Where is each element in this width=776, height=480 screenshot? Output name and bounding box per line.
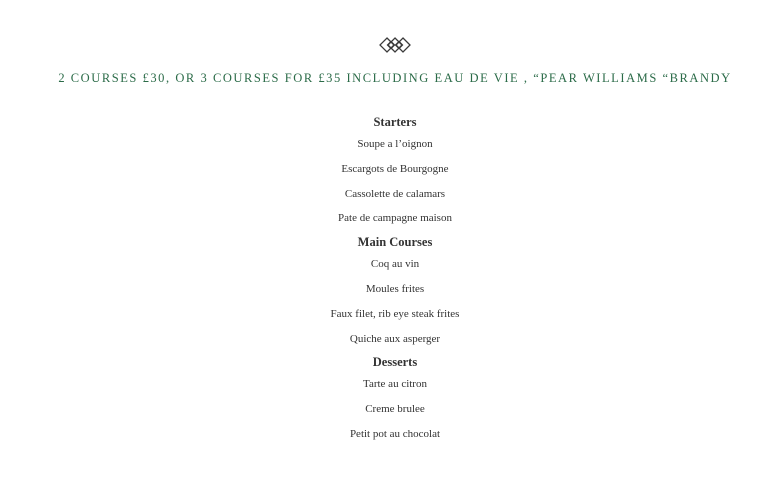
menu-item: Soupe a l’oignon (357, 138, 433, 150)
menu-section-main-courses (0, 232, 776, 351)
section-title: Main Courses (357, 235, 433, 250)
section-title: Desserts (372, 355, 418, 370)
menu-item: Coq au vin (370, 258, 420, 271)
pricing-offer-text: 2 COURSES £30, OR 3 COURSES FOR £35 INCLUDING EAU DE VIE , “PEAR WILLIAMS “BRANDY (58, 71, 732, 85)
menu-item: Faux filet, rib eye steak frites (330, 307, 460, 320)
section-title: Starters (373, 115, 417, 129)
menu-section-starters (0, 112, 776, 231)
interlocking-diamonds-icon (379, 37, 411, 53)
menu-item: Moules frites (365, 282, 425, 295)
menu-item: Creme brulee (365, 403, 425, 416)
menu-list (0, 112, 776, 448)
menu-item: Cassolette de calamars (344, 187, 446, 200)
menu-item: Petit pot au chocolat (349, 427, 441, 440)
menu-item: Quiche aux asperger (349, 332, 441, 345)
menu-item: Tarte au citron (363, 378, 427, 391)
menu-item: Escargots de Bourgogne (341, 162, 449, 175)
menu-section-desserts (0, 352, 776, 446)
menu-item: Pate de campagne maison (338, 212, 452, 225)
